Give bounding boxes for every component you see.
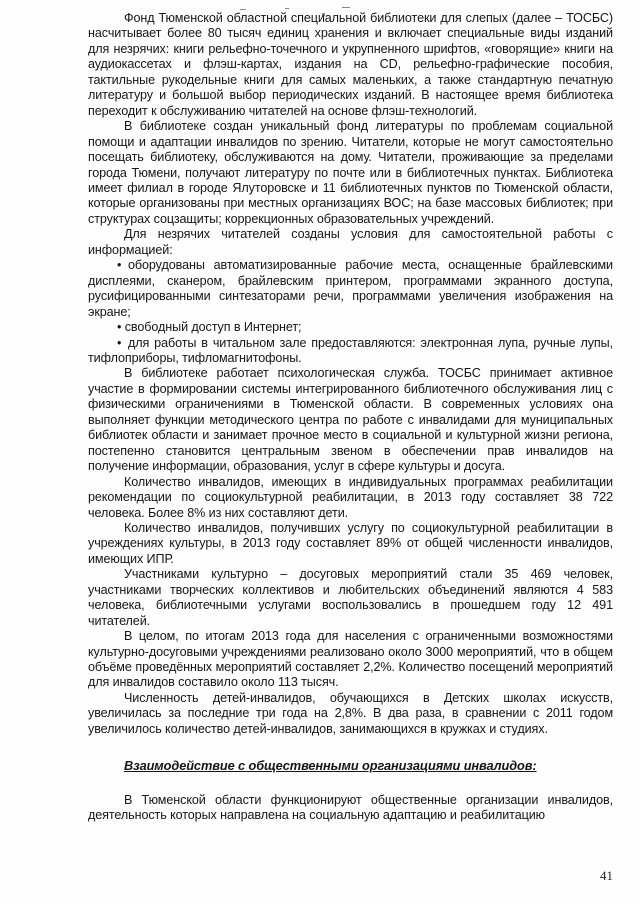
page-number: 41 xyxy=(600,868,613,883)
bullet-item-workstations xyxy=(88,258,613,320)
bullet-marker: • xyxy=(117,335,122,350)
bullet-text: для работы в читальном зале предоставляются: электронная лупа, ручные лупы, тифлоприборы, тифломагнитофоны. xyxy=(88,335,613,365)
bullet-text: оборудованы автоматизированные рабочие места, оснащенные брайлевскими дисплеями, сканером, брайлевским принтером, программами экранного доступа, русифицированными синтезаторами речи, программами увеличения изображения на экране; xyxy=(88,258,613,319)
paragraph-children-arts: Численность детей-инвалидов, обучающихся в Детских школах искусств, увеличилась за последние три года на 2,8%. В два раза, в сравнении с 2011 годом увеличилось количество детей-инвалидов, занимающихся в кружках и студиях. xyxy=(88,690,613,736)
paragraph-unique-fund: В библиотеке создан уникальный фонд литературы по проблемам социальной помощи и адаптации инвалидов по зрению. Читатели, которые не могут самостоятельно посещать библиотеку, обслуживаются на дому. Читатели, проживающие за пределами города Тюмени, получают литературу по почте или в библиотечных пунктах. Библиотека имеет филиал в городе Ялуторовске и 11 библиотечных пунктов по Тюменской области, которые организованы при местных организациях ВОС; на базе массовых библиотек; при структурах соцзащиты; коррекционных образовательных учреждений. xyxy=(88,119,613,226)
paragraph-conditions-intro: Для незрячих читателей созданы условия для самостоятельной работы с информацией: xyxy=(88,227,613,257)
bullet-marker: • xyxy=(117,320,122,335)
bullet-item-reading-room xyxy=(88,336,613,367)
paragraph-events-total: В целом, по итогам 2013 года для населения с ограниченными возможностями культурно-досуговыми учреждениями реализовано около 3000 мероприятий, что в общем объёме проведённых мероприятий составляет 2,2%. Количество посещений мероприятий для инвалидов составило около 113 тысяч. xyxy=(88,629,613,690)
bullet-marker: • xyxy=(117,258,122,273)
paragraph-rehab-services: Количество инвалидов, получивших услугу по социокультурной реабилитации в учреждениях культуры, в 2013 году составляет 89% от общей численности инвалидов, имеющих ИПР. xyxy=(88,520,613,566)
paragraph-event-participants: Участниками культурно – досуговых мероприятий стали 35 469 человек, участниками творческих коллективов и любительских объединений являются 4 583 человека, библиотечными услугами воспользовались в прошедшем году 12 491 читателей. xyxy=(88,567,613,628)
section-heading: Взаимодействие с общественными организациями инвалидов: xyxy=(124,758,537,774)
paragraph-public-organizations: В Тюменской области функционируют общественные организации инвалидов, деятельность которых направлена на социальную адаптацию и реабилитацию xyxy=(88,792,613,823)
paragraph-psychological-service: В библиотеке работает психологическая служба. ТОСБС принимает активное участие в формировании системы интегрированного библиотечного обслуживания лиц с физическими ограничениями в Тюменской области. В современных условиях она выполняет функции методического центра по работе с инвалидами для муниципальных библиотек области и занимает прочное место в социальной и культурной жизни региона, постепенно становится центральным звеном в обеспечении прав инвалидов на получение информации, образования, услуг в сфере культуры и досуга. xyxy=(88,366,613,474)
document-body xyxy=(88,11,613,824)
paragraph-library-fund: Фонд Тюменской областной специальной библиотеки для слепых (далее – ТОСБС) насчитывает более 80 тысяч единиц хранения и включает специальные виды изданий для незрячих: книги рельефно-точечного и укрупненного шрифтов, «говорящие» книги на аудиокассетах и флэш-картах, издания на CD, рельефно-графические пособия, тактильные рукодельные книги для самых маленьких, а также стандартную печатную литературу и большой выбор периодических изданий. В настоящее время библиотека переходит к обслуживанию читателей на основе флэш-технологий. xyxy=(88,11,613,118)
bullet-text: свободный доступ в Интернет; xyxy=(124,320,302,335)
paragraph-rehab-programs: Количество инвалидов, имеющих в индивидуальных программах реабилитации рекомендации по социокультурной реабилитации, в 2013 году составляет 38 722 человека. Более 8% из них составляют дети. xyxy=(88,474,613,520)
bullet-item-internet xyxy=(88,320,613,335)
